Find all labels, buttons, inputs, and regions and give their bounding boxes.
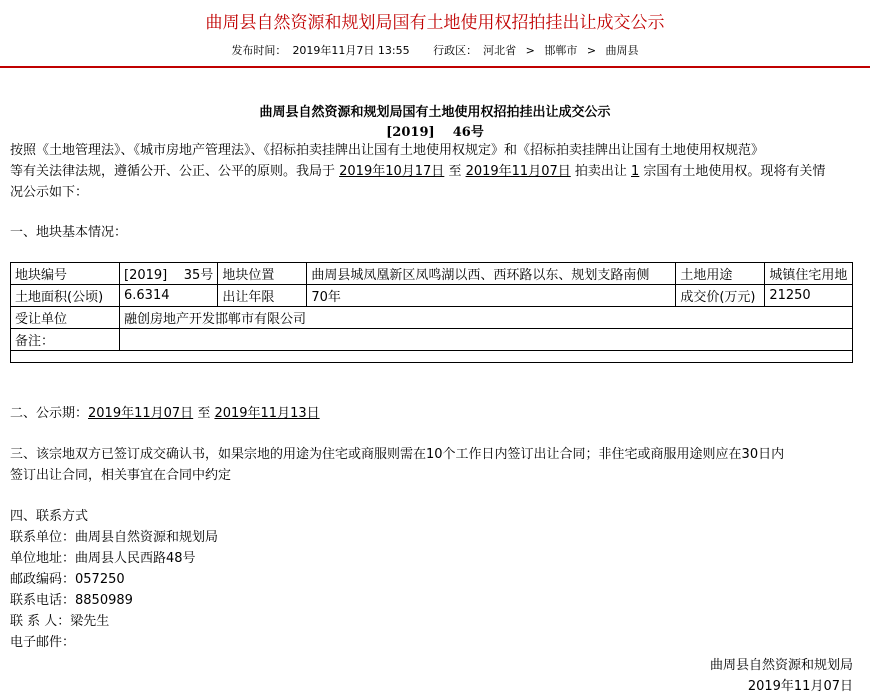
table-spacer — [11, 351, 853, 362]
publish-time: 2019年11月7日 13:55 — [292, 44, 410, 57]
start-date: 2019年10月17日 — [339, 164, 445, 179]
contact-unit: 联系单位：曲周县自然资源和规划局 — [10, 530, 219, 545]
section-3-line-1: 三、该宗地双方已签订成交确认书，如果宗地的用途为住宅或商服则需在10个工作日内签订出让合同；非住宅或商服用途则应在30日内 — [10, 447, 785, 462]
buyer-label: 受让单位 — [11, 307, 120, 329]
contact-postcode: 邮政编码：057250 — [10, 572, 125, 587]
intro-text: 等有关法律法规，遵循公开、公正、公平的原则。我局于 — [10, 164, 340, 179]
section-3-line-2: 签订出让合同，相关事宜在合同中约定 — [10, 468, 232, 483]
end-date: 2019年11月07日 — [465, 164, 571, 179]
section-2-label: 二、公示期： — [10, 406, 89, 421]
region-label: 行政区： — [433, 44, 478, 57]
header-divider — [0, 66, 870, 68]
intro-text: 拍卖出让 — [570, 164, 632, 179]
contact-person: 联 系 人：梁先生 — [10, 614, 110, 629]
period-start: 2019年11月07日 — [88, 406, 194, 421]
intro-line-2 — [10, 161, 825, 182]
table-spacer-row — [11, 351, 853, 362]
term: 70年 — [307, 285, 676, 307]
location-label: 地块位置 — [218, 263, 307, 285]
signature-org: 曲周县自然资源和规划局 — [709, 658, 853, 673]
remark-label: 备注： — [11, 329, 120, 351]
table-row — [11, 285, 853, 307]
breadcrumb-separator: > — [525, 44, 535, 57]
price: 21250 — [765, 285, 853, 307]
area: 6.6314 — [120, 285, 218, 307]
buyer: 融创房地产开发邯郸市有限公司 — [120, 307, 853, 329]
notice-number-value: 46号 — [452, 125, 484, 140]
notice-number — [0, 121, 870, 140]
publish-time-label: 发布时间： — [231, 44, 287, 57]
table-row — [11, 329, 853, 351]
signature-date: 2019年11月07日 — [747, 679, 853, 694]
to-text: 至 — [444, 164, 466, 179]
use-label: 土地用途 — [676, 263, 765, 285]
parcel-no-label: 地块编号 — [11, 263, 120, 285]
to-text: 至 — [193, 406, 215, 421]
section-2 — [10, 403, 320, 424]
area-label: 土地面积(公顷) — [11, 285, 120, 307]
intro-text: 宗国有土地使用权。现将有关情 — [639, 164, 826, 179]
contact-phone: 联系电话：8850989 — [10, 593, 133, 608]
remark — [120, 329, 853, 351]
notice-title: 曲周县自然资源和规划局国有土地使用权招拍挂出让成交公示 — [259, 105, 611, 120]
breadcrumb-separator: > — [586, 44, 597, 57]
price-label: 成交价(万元) — [676, 285, 765, 307]
breadcrumb-city[interactable]: 邯郸市 — [544, 44, 578, 57]
parcel-no: [2019] 35号 — [120, 263, 218, 285]
section-1-heading: 一、地块基本情况： — [10, 225, 128, 240]
intro-line-3: 况公示如下： — [10, 185, 89, 200]
notice-number-year: [2019] — [386, 125, 435, 140]
contact-email: 电子邮件： — [10, 635, 76, 650]
table-row — [11, 263, 853, 285]
page-title: 曲周县自然资源和规划局国有土地使用权招拍挂出让成交公示 — [205, 13, 665, 33]
contact-address: 单位地址：曲周县人民西路48号 — [10, 551, 196, 566]
location: 曲周县城凤凰新区凤鸣湖以西、西环路以东、规划支路南侧 — [307, 263, 676, 285]
use: 城镇住宅用地 — [765, 263, 853, 285]
section-4-heading: 四、联系方式 — [10, 509, 89, 524]
breadcrumb-province[interactable]: 河北省 — [483, 44, 517, 57]
term-label: 出让年限 — [218, 285, 307, 307]
publish-meta — [0, 42, 870, 58]
intro-line-1: 按照《土地管理法》、《城市房地产管理法》、《招标拍卖挂牌出让国有土地使用权规定》和《招标拍卖挂牌出让国有土地使用权规范》 — [10, 143, 765, 158]
table-row — [11, 307, 853, 329]
parcel-count: 1 — [631, 164, 640, 179]
period-end: 2019年11月13日 — [214, 406, 320, 421]
land-info-table — [10, 262, 853, 361]
breadcrumb-county[interactable]: 曲周县 — [605, 44, 639, 57]
